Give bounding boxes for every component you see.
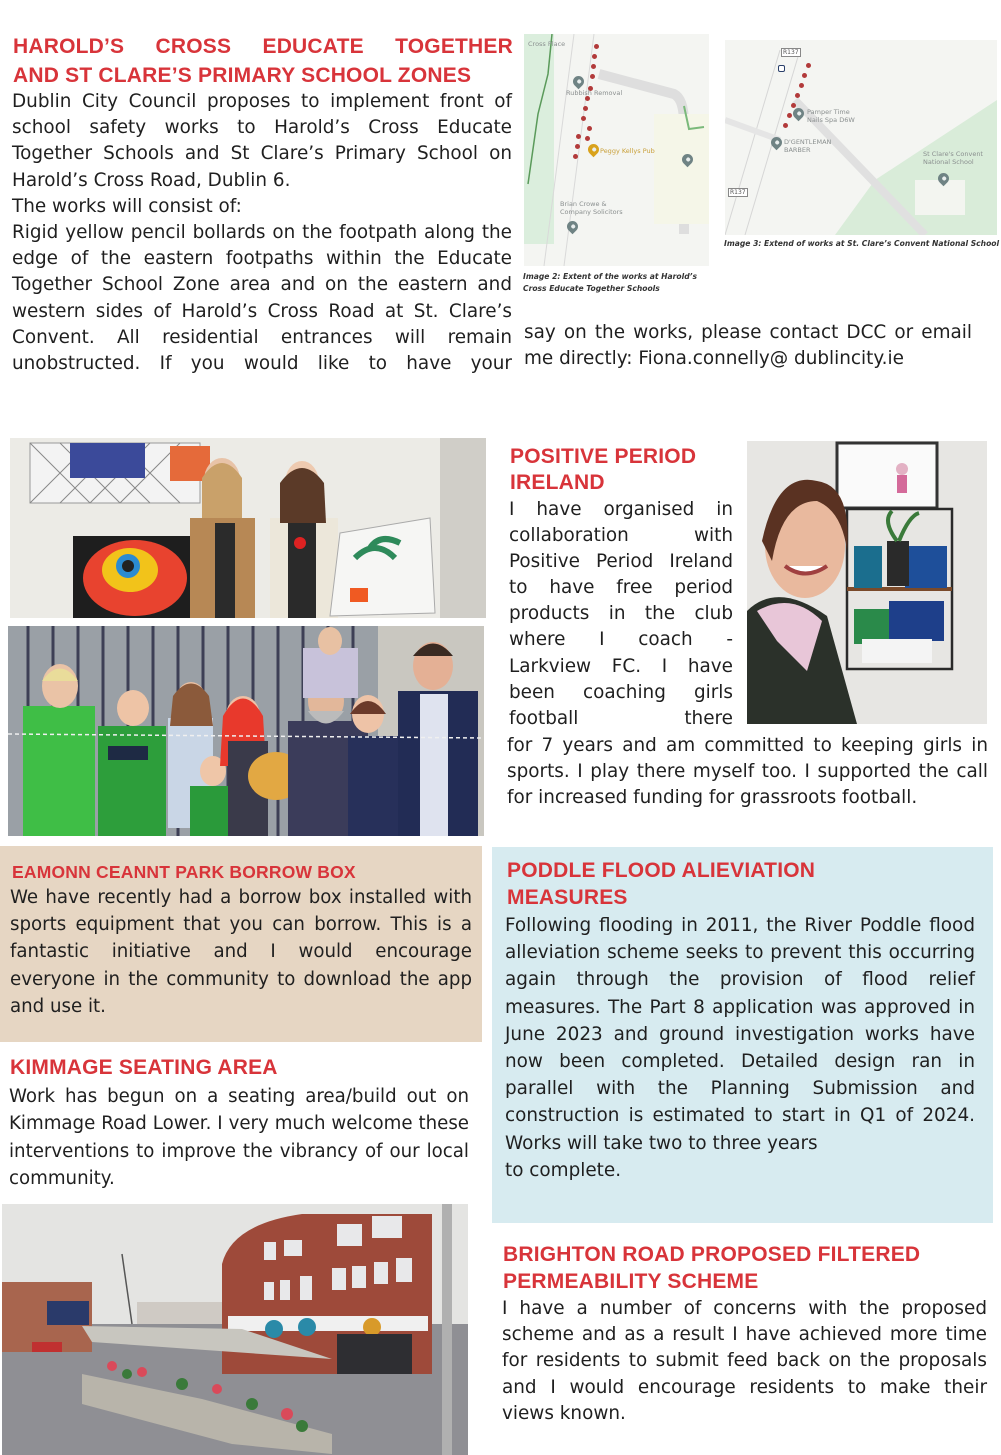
borrow-box-body: We have recently had a borrow box installed with sports equipment that you can borrow. This is a fantastic initiative and I would encourage everyone in the community to download the app and use it.	[10, 887, 472, 1017]
map3-base	[725, 40, 997, 235]
brighton-body: I have a number of concerns with the proposed scheme and as a result I have achieved more time for residents to submit feed back on the proposals and I would encourage residents to make their views known.	[502, 1298, 987, 1424]
works-marker	[802, 73, 807, 78]
map2-yard	[654, 114, 709, 224]
works-marker	[583, 106, 588, 111]
map3-label-nails: Pamper Time Nails Spa D6W	[807, 108, 855, 124]
harolds-cross-body	[12, 89, 512, 377]
photo-kimmage-seating-area	[2, 1204, 468, 1455]
works-marker	[576, 134, 581, 139]
harolds-cross-para-2: The works will consist of:	[12, 195, 242, 217]
brighton-heading	[503, 1241, 988, 1295]
heading-line-1: HAROLD’S CROSS EDUCATE TOGETHER	[13, 35, 513, 58]
harolds-cross-para-3: Rigid yellow pencil bollards on the footpath along the edge of the eastern footpaths within the Educate Together School Zone area and on the eastern and western sides of Harold’s Cross Road at St. Clare’s Convent. All residential entrances will remain unobstructed. If you would like to have your	[12, 222, 512, 375]
photo-group-event	[8, 626, 484, 836]
works-marker	[795, 93, 800, 98]
photo-fiona-shelf	[747, 441, 987, 724]
kimmage-heading: KIMMAGE SEATING AREA	[10, 1056, 278, 1079]
map2-label-corner: Cross Place	[528, 40, 566, 48]
positive-period-body: I have organised in collaboration with Positive Period Ireland to have free period products in the club where I coach - Larkview FC. I have been coaching girls football there	[509, 499, 733, 729]
map3-label-barber: D'GENTLEMAN BARBER	[784, 138, 832, 154]
lamp-post	[442, 1204, 452, 1455]
works-marker	[806, 63, 811, 68]
harolds-cross-heading	[13, 32, 513, 90]
kimmage-photo-illustration	[2, 1204, 468, 1455]
heading-line-2: PERMEABILITY SCHEME	[503, 1270, 759, 1293]
billboard	[47, 1301, 89, 1325]
kimmage-body: Work has begun on a seating area/build out on Kimmage Road Lower. I very much welcome these interventions to improve the vibrancy of our local community.	[9, 1086, 469, 1189]
heading-line-1: POSITIVE PERIOD	[510, 445, 697, 468]
works-marker	[594, 44, 599, 49]
works-marker	[573, 154, 578, 159]
poddle-body-end: to complete.	[505, 1159, 622, 1181]
map2-caption: Image 2: Extent of the works at Harold’s Cross Educate Together Schools	[523, 272, 698, 293]
map-st-clares-convent	[725, 40, 997, 235]
road-badge-r137: R137	[783, 49, 799, 56]
works-marker	[799, 83, 804, 88]
leaf-painting	[330, 518, 435, 616]
positive-period-body-continued: for 7 years and am committed to keeping girls in sports. I play there myself too. I supported the call for increased funding for grassroots football.	[507, 735, 988, 809]
fiona-photo-illustration	[747, 441, 987, 724]
positive-period-heading	[510, 444, 750, 496]
works-marker	[587, 126, 592, 131]
poddle-heading	[507, 858, 987, 911]
poddle-body	[505, 912, 987, 1184]
poddle-body-text: Following flooding in 2011, the River Poddle flood alleviation scheme seeks to prevent this occurring again through the provision of flood relief measures. The Part 8 application was approved in June 2023 and ground investigation works have now been completed. Detailed design ran in parallel with the Planning Submission and construction is estimated to start in Q1 of 2024. Works will take two to three years	[505, 915, 975, 1154]
works-marker	[592, 54, 597, 59]
group-photo-illustration	[8, 626, 484, 836]
map3-side-road	[725, 120, 780, 140]
works-marker	[575, 144, 580, 149]
works-marker	[787, 113, 792, 118]
map3-building	[915, 180, 965, 215]
red-car	[32, 1342, 62, 1352]
map3-caption: Image 3: Extend of works at St. Clare’s Convent National School	[724, 239, 1000, 248]
heading-line-2: IRELAND	[510, 471, 605, 494]
person-green-jacket	[23, 706, 95, 836]
harolds-cross-contact: say on the works, please contact DCC or email me directly: Fiona.connelly@ dublincity.ie	[524, 322, 972, 370]
framed-print	[837, 443, 937, 508]
works-marker	[585, 136, 590, 141]
heading-line-2: MEASURES	[507, 885, 628, 909]
map3-label-school: St Clare's Convent National School	[923, 150, 983, 166]
art-exhibition-illustration	[10, 438, 486, 618]
bus-stop-icon	[778, 65, 785, 72]
map2-label-rubbish: Rubbish Removal	[566, 89, 623, 97]
works-marker	[590, 74, 595, 79]
harolds-cross-para-1: Dublin City Council proposes to implement front of school safety works to Harold’s Cross Educate Together Schools and St Clare’s Primary School on Harold’s Cross Road, Dublin 6.	[12, 91, 512, 191]
map-harolds-cross-educate-together	[524, 34, 709, 266]
heading-line-1: BRIGHTON ROAD PROPOSED FILTERED	[503, 1243, 921, 1266]
person-green-tracksuit	[98, 726, 166, 836]
works-marker	[783, 123, 788, 128]
photo-art-exhibition	[10, 438, 486, 618]
road-badge-r137: R137	[730, 189, 746, 196]
map2-label-pub: Peggy Kellys Pub	[600, 147, 655, 155]
works-marker	[581, 116, 586, 121]
map2-label-solicitors: Brian Crowe & Company Solicitors	[560, 200, 623, 216]
works-marker	[591, 64, 596, 69]
heading-line-2: AND ST CLARE’S PRIMARY SCHOOL ZONES	[13, 64, 472, 87]
borrow-box-heading: EAMONN CEANNT PARK BORROW BOX	[12, 862, 356, 882]
flag-painting	[70, 443, 145, 478]
heading-line-1: PODDLE FLOOD ALIEVIATION	[507, 859, 816, 882]
